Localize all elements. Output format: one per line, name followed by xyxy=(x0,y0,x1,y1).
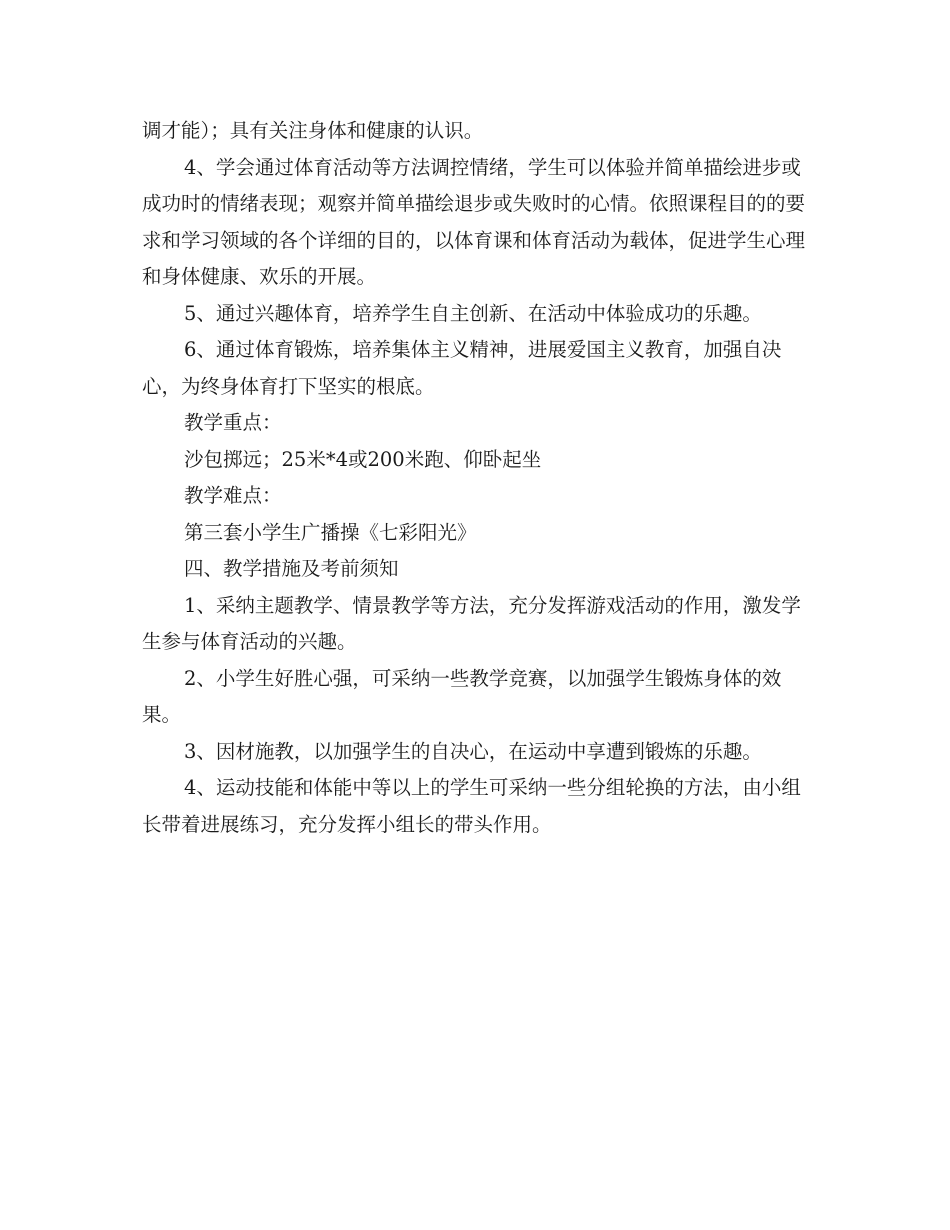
measure-item-1: 1、采纳主题教学、情景教学等方法，充分发挥游戏活动的作用，激发学生参与体育活动的兴趣。 xyxy=(142,593,801,653)
measure-item-4: 4、运动技能和体能中等以上的学生可采纳一些分组轮换的方法，由小组长带着进展练习，充分发挥小组长的带头作用。 xyxy=(142,776,801,836)
teaching-difficulty-content: 第三套小学生广播操《七彩阳光》 xyxy=(184,520,477,544)
measure-item-2: 2、小学生好胜心强，可采纳一些教学竞赛，以加强学生锻炼身体的效果。 xyxy=(142,666,782,726)
section-heading-measures: 四、教学措施及考前须知 xyxy=(184,557,399,580)
teaching-focus-content: 沙包掷远；25米*4或200米跑、仰卧起坐 xyxy=(184,447,542,471)
heading-teaching-difficulty: 教学难点： xyxy=(184,484,282,507)
paragraph-item-5-interest: 5、通过兴趣体育，培养学生自主创新、在活动中体验成功的乐趣。 xyxy=(184,301,762,325)
document-body xyxy=(142,113,814,843)
paragraph-item-4-emotion: 4、学会通过体育活动等方法调控情绪，学生可以体验并简单描绘进步或成功时的情绪表现；观察并简单描绘退步或失败时的心情。依照课程目的的要求和学习领域的各个详细的目的，以体育课和体育活动为载体，促进学生心理和身体健康、欢乐的开展。 xyxy=(142,155,806,288)
paragraph-item-6-exercise: 6、通过体育锻炼，培养集体主义精神，进展爱国主义教育，加强自决心，为终身体育打下坚实的根底。 xyxy=(142,338,782,398)
measure-item-3: 3、因材施教，以加强学生的自决心，在运动中享遭到锻炼的乐趣。 xyxy=(184,739,762,763)
paragraph-continuation: 调才能）；具有关注身体和健康的认识。 xyxy=(142,119,484,142)
heading-teaching-focus: 教学重点： xyxy=(184,411,282,434)
